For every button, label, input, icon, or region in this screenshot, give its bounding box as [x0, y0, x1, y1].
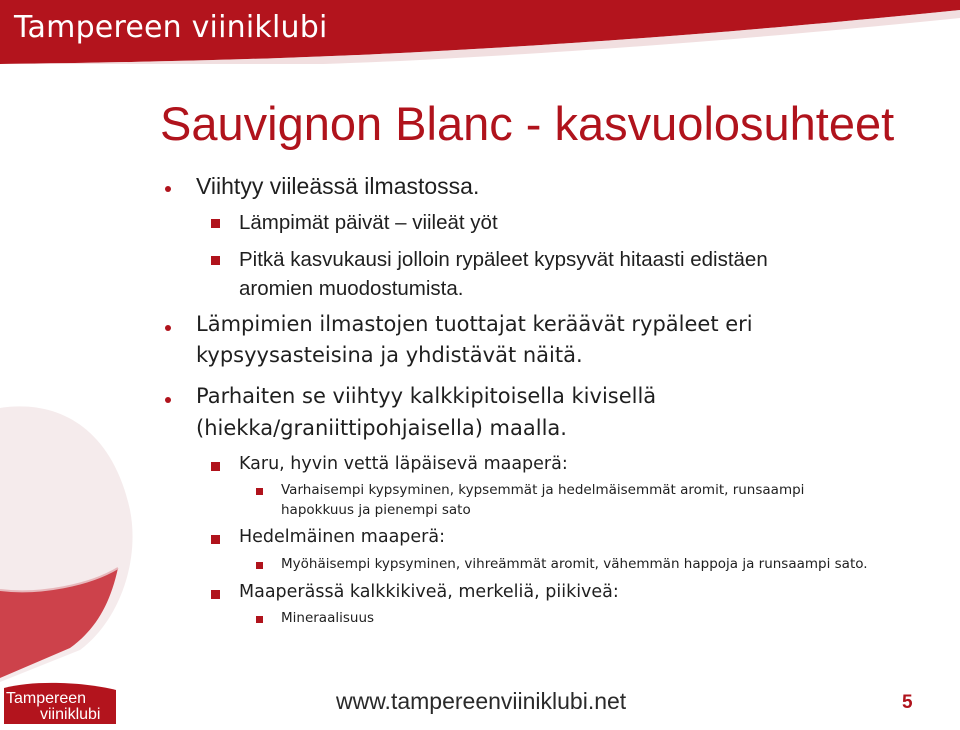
bullet-square [211, 256, 220, 265]
bullet-square-small [256, 562, 263, 569]
bullet-text: Maaperässä kalkkikiveä, merkeliä, piikiveä: [239, 582, 619, 602]
brand-title: Tampereen viiniklubi [14, 10, 328, 45]
footer-logo-line1: Tampereen [6, 690, 87, 707]
bullet-text: Lämpimien ilmastojen tuottajat keräävät rypäleet eri [196, 312, 753, 336]
bullet-dot [165, 186, 171, 192]
slide-title: Sauvignon Blanc - kasvuolosuhteet [160, 97, 895, 150]
bullet-text: Pitkä kasvukausi jolloin rypäleet kypsyvät hitaasti edistäen [239, 248, 768, 271]
bullet-text: Mineraalisuus [281, 610, 375, 626]
bullet-dot [165, 397, 171, 403]
footer-url[interactable]: www.tampereenviiniklubi.net [336, 688, 627, 714]
bullet-text: Viihtyy viileässä ilmastossa. [196, 173, 480, 199]
bullet-text: Varhaisempi kypsyminen, kypsemmät ja hedelmäisemmät aromit, runsaampi [281, 482, 805, 498]
bullet-text: hapokkuus ja pienempi sato [281, 502, 471, 518]
bullet-square [211, 590, 220, 599]
bullet-square-small [256, 616, 263, 623]
bullet-text: Parhaiten se viihtyy kalkkipitoisella kivisellä [196, 384, 657, 408]
bullet-square [211, 219, 220, 228]
bullet-text: Myöhäisempi kypsyminen, vihreämmät aromit, vähemmän happoja ja runsaampi sato. [281, 556, 868, 572]
bullet-square [211, 462, 220, 471]
bullet-text: kypsyysasteisina ja yhdistävät näitä. [196, 343, 583, 367]
bullet-square [211, 535, 220, 544]
bullet-text: aromien muodostumista. [239, 277, 464, 300]
bullet-text: Karu, hyvin vettä läpäisevä maaperä: [239, 454, 568, 474]
bullet-text: (hiekka/graniittipohjaisella) maalla. [196, 416, 567, 440]
page-number: 5 [902, 692, 913, 713]
bullet-text: Lämpimät päivät – viileät yöt [239, 211, 498, 234]
footer-logo-line2: viiniklubi [40, 706, 101, 723]
bullet-text: Hedelmäinen maaperä: [239, 527, 445, 547]
bullet-square-small [256, 488, 263, 495]
bullet-dot [165, 325, 171, 331]
